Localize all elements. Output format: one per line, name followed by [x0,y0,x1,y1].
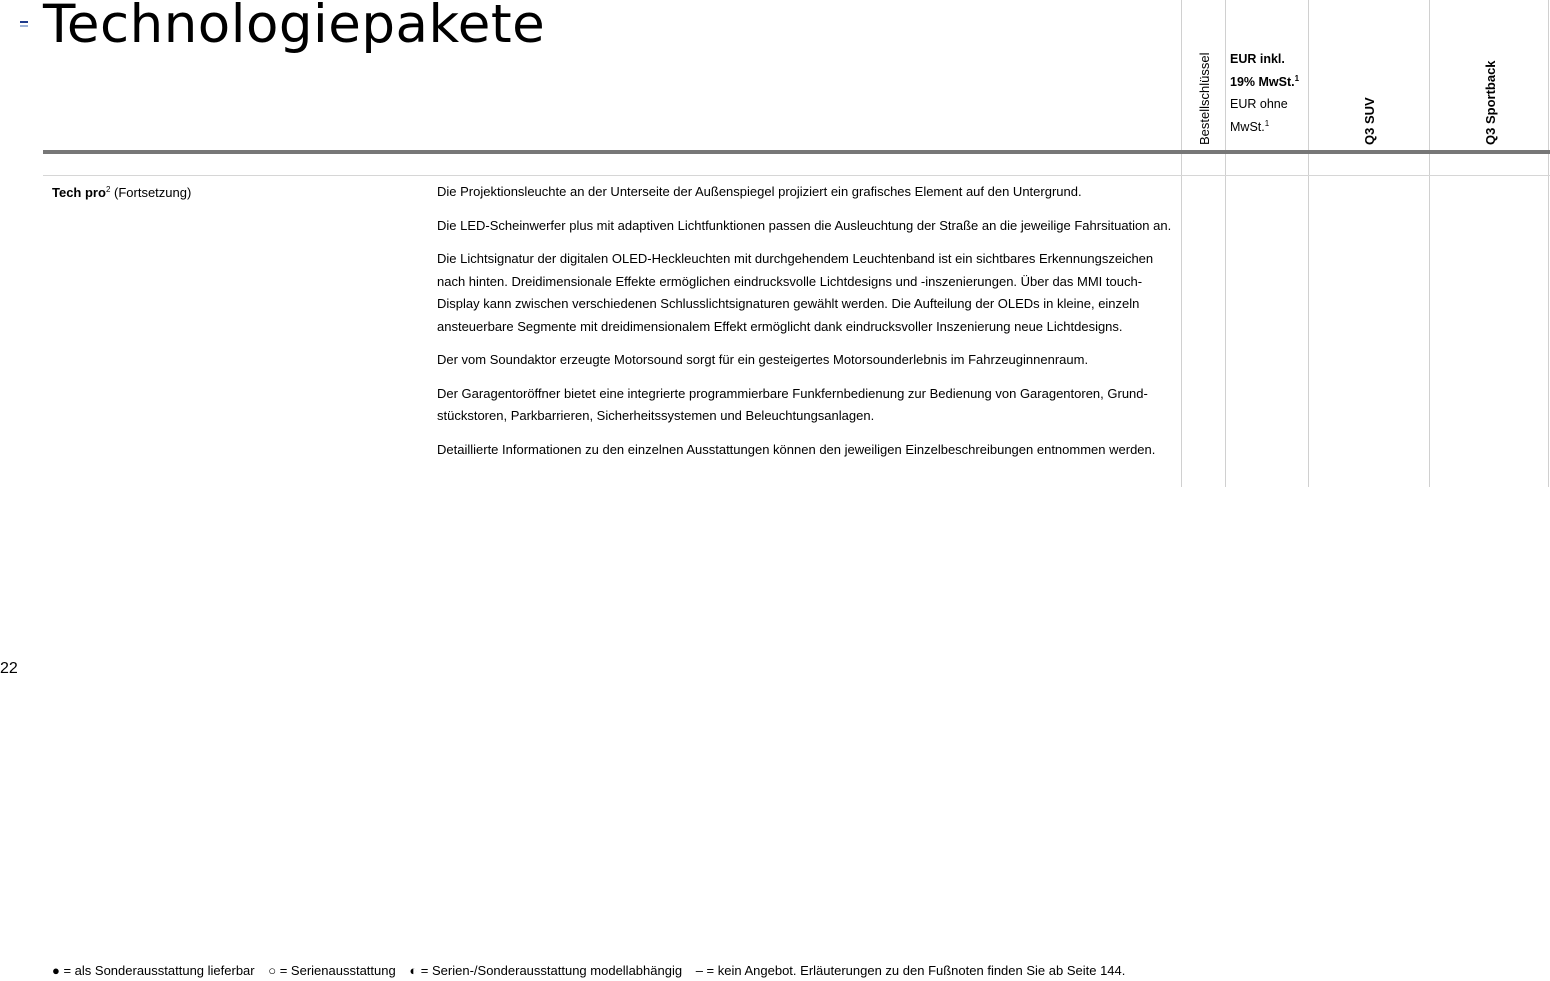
column-header-q3-sportback: Q3 Sportback [1483,60,1498,145]
price-incl-vat-label: 19% MwSt.$^1$ [1230,73,1300,89]
page-number: 22 [0,660,18,677]
description-paragraph: Der Garagentoröffner bietet eine integrierte programmierbare Funkfernbedienung zur Bedienung von Garagentoren, Grund-stückstoren, Parkbarrieren, Sicherheitssystemen und Beleuchtungsanlagen. [437,385,1148,423]
legend [52,963,1135,978]
continuation-note: (Fortsetzung) [110,185,192,200]
column-divider [1225,0,1226,487]
legend-not-available: – = kein Angebot. Erläuterungen zu den Fußnoten finden Sie ab Seite 144. [695,963,1126,978]
column-header-order-key: Bestellschlüssel [1197,52,1212,145]
legend-model-dependent: ◐ = Serien-/Sonderausstattung modellabhängig [409,963,683,978]
row-description [437,181,1175,472]
page-title: Technologiepakete [43,0,546,55]
description-paragraph: Detaillierte Informationen zu den einzelnen Ausstattungen können den jeweiligen Einzelbeschreibungen entnommen werden. [437,441,1156,457]
row-rule [43,175,1550,176]
header-rule [43,150,1550,154]
column-header-price [1230,48,1310,138]
description-paragraph: Die LED-Scheinwerfer plus mit adaptiven Lichtfunktionen passen die Ausleuchtung der Straße an die jeweilige Fahrsituation an. [437,217,1172,233]
package-name: Tech pro [52,185,106,200]
column-header-q3-suv: Q3 SUV [1362,97,1377,145]
column-divider [1429,0,1430,487]
footnote-marker: 2 [105,185,111,194]
flag-icon [20,21,28,27]
row-label [52,183,191,203]
column-divider [1548,0,1549,487]
description-paragraph: Die Projektionsleuchte an der Unterseite der Außenspiegel projiziert ein grafisches Element auf den Untergrund. [437,184,1082,199]
price-incl-label: EUR inkl. [1230,52,1285,66]
price-excl-label: EUR ohne [1230,97,1288,111]
legend-standard: ○ = Serienausstattung [268,963,396,978]
description-paragraph: Die Lichtsignatur der digitalen OLED-Heckleuchten mit durchgehendem Leuchtenband ist ein sichtbares Erkennungszeichen nach hinten. Dreidimensionale Effekte ermöglichen eindrucksvolle Lichtdesigns und -inszenierungen. Über das MMI touch-Display kann zwischen verschiedenen Schlusslichtsignaturen gewählt werden. Die Aufteilung der OLEDs in kleine, einzeln ansteuerbare Segmente mit dreidimensionalem Effekt ermöglicht dank eindrucksvoller Inszenierung neue Lichtdesigns. [437,251,1154,334]
description-paragraph: Der vom Soundaktor erzeugte Motorsound sorgt für ein gesteigertes Motorsounderlebnis im Fahrzeuginnenraum. [437,352,1089,367]
price-excl-vat-label: MwSt.$^1$ [1230,118,1270,134]
legend-optional: ● = als Sonderausstattung lieferbar [52,963,255,978]
column-divider [1181,0,1182,487]
